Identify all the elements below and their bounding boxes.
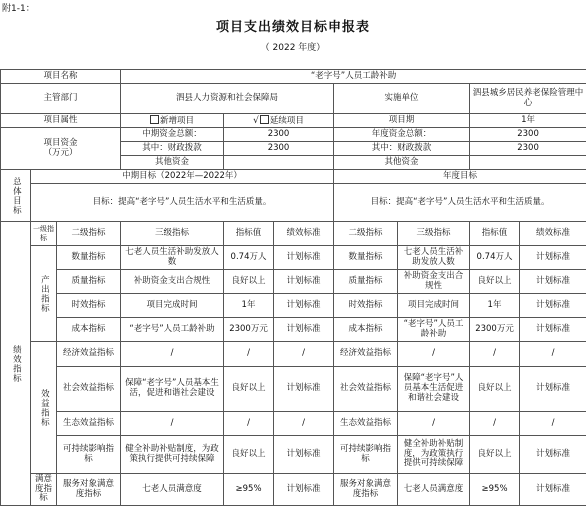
year-l3: / — [398, 342, 470, 367]
dept-value: 泗县人力资源和社会保障局 — [121, 84, 334, 114]
mid-standard: 计划标准 — [274, 436, 334, 474]
year-goal-text: 目标：提高“老字号”人员生活水平和生活质量。 — [334, 184, 586, 222]
year-standard: 计划标准 — [520, 367, 586, 412]
year-value: / — [470, 412, 520, 436]
attr-new-label: 新增项目 — [160, 115, 195, 126]
year-l2: 生态效益指标 — [334, 412, 398, 436]
table-row — [1, 342, 586, 367]
mid-value: 良好以上 — [224, 270, 274, 294]
mid-total-value: 2300 — [224, 128, 334, 142]
attr-cont-label: 延续项目 — [269, 115, 304, 126]
attr-new-option — [121, 114, 224, 128]
year-total-value: 2300 — [470, 128, 586, 142]
mid-l3: 补助资金支出合规性 — [121, 270, 224, 294]
mid-standard: / — [274, 342, 334, 367]
mid-l2: 社会效益指标 — [57, 367, 121, 412]
checkbox-icon — [260, 115, 269, 124]
mid-standard: 计划标准 — [274, 246, 334, 270]
year-l3: “老字号”人员工龄补助 — [398, 318, 470, 342]
year-value: / — [470, 342, 520, 367]
year-standard: 计划标准 — [520, 246, 586, 270]
header-standard: 绩效标准 — [274, 222, 334, 246]
checkmark-icon: √ — [253, 115, 259, 126]
year-l3: 补助资金支出合规性 — [398, 270, 470, 294]
year-l3: 健全补助补贴制度，为政策执行提供可持续保障 — [398, 436, 470, 474]
fund-label-text: 项目资金 （万元） — [43, 137, 78, 158]
mid-l3: / — [121, 412, 224, 436]
table-row — [1, 318, 586, 342]
checkbox-icon — [150, 115, 159, 124]
mid-standard: / — [274, 412, 334, 436]
year-l2: 服务对象满意度指标 — [334, 474, 398, 506]
year-l2: 可持续影响指标 — [334, 436, 398, 474]
project-name-value: “老字号”人员工龄补助 — [121, 70, 586, 84]
table-row — [1, 270, 586, 294]
year-value: 1年 — [470, 294, 520, 318]
perf-indicator-label: 绩效指标 — [1, 222, 31, 506]
year-l3: 项目完成时间 — [398, 294, 470, 318]
output-indicator-group: 产出指标 — [31, 246, 57, 342]
mid-total-label: 中期资金总额： — [121, 128, 224, 142]
year-standard: 计划标准 — [520, 294, 586, 318]
satisfaction-indicator-group: 满意度指标 — [31, 474, 57, 506]
year-l2: 成本指标 — [334, 318, 398, 342]
year-total-label: 年度资金总额： — [334, 128, 470, 142]
dept-label: 主管部门 — [1, 84, 121, 114]
attr-label: 项目属性 — [1, 114, 121, 128]
year-standard: 计划标准 — [520, 270, 586, 294]
table-row — [1, 474, 586, 506]
page-title: 项目支出绩效目标申报表 — [215, 20, 370, 35]
year-l3: 保障“老字号”人员基本生活促进和谐社会建设 — [398, 367, 470, 412]
year-value: ≥95% — [470, 474, 520, 506]
overall-goal-label: 总体目标 — [1, 170, 31, 222]
year-value: 良好以上 — [470, 270, 520, 294]
mid-standard: 计划标准 — [274, 294, 334, 318]
year-l3: 七老人员满意度 — [398, 474, 470, 506]
attr-cont-option — [224, 114, 334, 128]
header-l3-year: 三级指标 — [398, 222, 470, 246]
mid-l2: 生态效益指标 — [57, 412, 121, 436]
header-l2-year: 二级指标 — [334, 222, 398, 246]
mid-l3: 七老人员满意度 — [121, 474, 224, 506]
mid-l2: 经济效益指标 — [57, 342, 121, 367]
header-l2: 二级指标 — [57, 222, 121, 246]
mid-l3: 七老人员生活补助发放人数 — [121, 246, 224, 270]
year-line: （ 2022 年度） — [260, 43, 326, 53]
mid-l3: / — [121, 342, 224, 367]
period-label: 项目期 — [334, 114, 470, 128]
header-value-year: 指标值 — [470, 222, 520, 246]
mid-fin-value: 2300 — [224, 142, 334, 156]
mid-l2: 质量指标 — [57, 270, 121, 294]
mid-value: 0.74万人 — [224, 246, 274, 270]
mid-standard: 计划标准 — [274, 318, 334, 342]
year-standard: 计划标准 — [520, 318, 586, 342]
mid-l2: 可持续影响指标 — [57, 436, 121, 474]
table-row — [1, 294, 586, 318]
year-value: 0.74万人 — [470, 246, 520, 270]
header-l1: 一级指标 — [31, 222, 57, 246]
year-l2: 经济效益指标 — [334, 342, 398, 367]
year-value: 良好以上 — [470, 436, 520, 474]
header-l3: 三级指标 — [121, 222, 224, 246]
mid-goal-header: 中期目标（2022年—2022年） — [31, 170, 334, 184]
year-value: 2300万元 — [470, 318, 520, 342]
year-l2: 数量指标 — [334, 246, 398, 270]
mid-other-value — [224, 156, 334, 170]
mid-value: 1年 — [224, 294, 274, 318]
year-standard: 计划标准 — [520, 474, 586, 506]
mid-fin-label: 其中：财政拨款 — [121, 142, 224, 156]
benefit-indicator-group: 效益指标 — [31, 342, 57, 474]
table-row — [1, 367, 586, 412]
mid-value: 良好以上 — [224, 367, 274, 412]
header-value: 指标值 — [224, 222, 274, 246]
mid-l3: 保障“老字号”人员基本生活，促进和谐社会建设 — [121, 367, 224, 412]
year-standard: 计划标准 — [520, 436, 586, 474]
impl-label: 实施单位 — [334, 84, 470, 114]
year-value: 良好以上 — [470, 367, 520, 412]
mid-standard: 计划标准 — [274, 270, 334, 294]
mid-l3: “老字号”人员工龄补助 — [121, 318, 224, 342]
year-l3: 七老人员生活补助发放人数 — [398, 246, 470, 270]
mid-l3: 健全补助补贴制度，为政策执行提供可持续保障 — [121, 436, 224, 474]
mid-value: / — [224, 412, 274, 436]
table-row — [1, 436, 586, 474]
mid-l3: 项目完成时间 — [121, 294, 224, 318]
mid-value: / — [224, 342, 274, 367]
year-l2: 质量指标 — [334, 270, 398, 294]
mid-l2: 时效指标 — [57, 294, 121, 318]
year-fin-value: 2300 — [470, 142, 586, 156]
mid-standard: 计划标准 — [274, 474, 334, 506]
annex-label: 附1-1： — [2, 4, 35, 14]
year-l3: / — [398, 412, 470, 436]
mid-standard: 计划标准 — [274, 367, 334, 412]
mid-l2: 数量指标 — [57, 246, 121, 270]
year-l2: 时效指标 — [334, 294, 398, 318]
year-other-value — [470, 156, 586, 170]
mid-value: 良好以上 — [224, 436, 274, 474]
project-name-label: 项目名称 — [1, 70, 121, 84]
performance-goal-table — [0, 69, 586, 506]
mid-l2: 服务对象满意度指标 — [57, 474, 121, 506]
year-fin-label: 其中：财政拨款 — [334, 142, 470, 156]
year-standard: / — [520, 342, 586, 367]
mid-value: 2300万元 — [224, 318, 274, 342]
impl-value: 泗县城乡居民养老保险管理中心 — [470, 84, 586, 114]
mid-other-label: 其他资金 — [121, 156, 224, 170]
header-standard-year: 绩效标准 — [520, 222, 586, 246]
mid-goal-text: 目标：提高“老字号”人员生活水平和生活质量。 — [31, 184, 334, 222]
year-goal-header: 年度目标 — [334, 170, 586, 184]
table-row — [1, 246, 586, 270]
mid-value: ≥95% — [224, 474, 274, 506]
year-other-label: 其他资金 — [334, 156, 470, 170]
year-standard: / — [520, 412, 586, 436]
mid-l2: 成本指标 — [57, 318, 121, 342]
table-row — [1, 412, 586, 436]
fund-label — [1, 128, 121, 170]
period-value: 1年 — [470, 114, 586, 128]
year-l2: 社会效益指标 — [334, 367, 398, 412]
